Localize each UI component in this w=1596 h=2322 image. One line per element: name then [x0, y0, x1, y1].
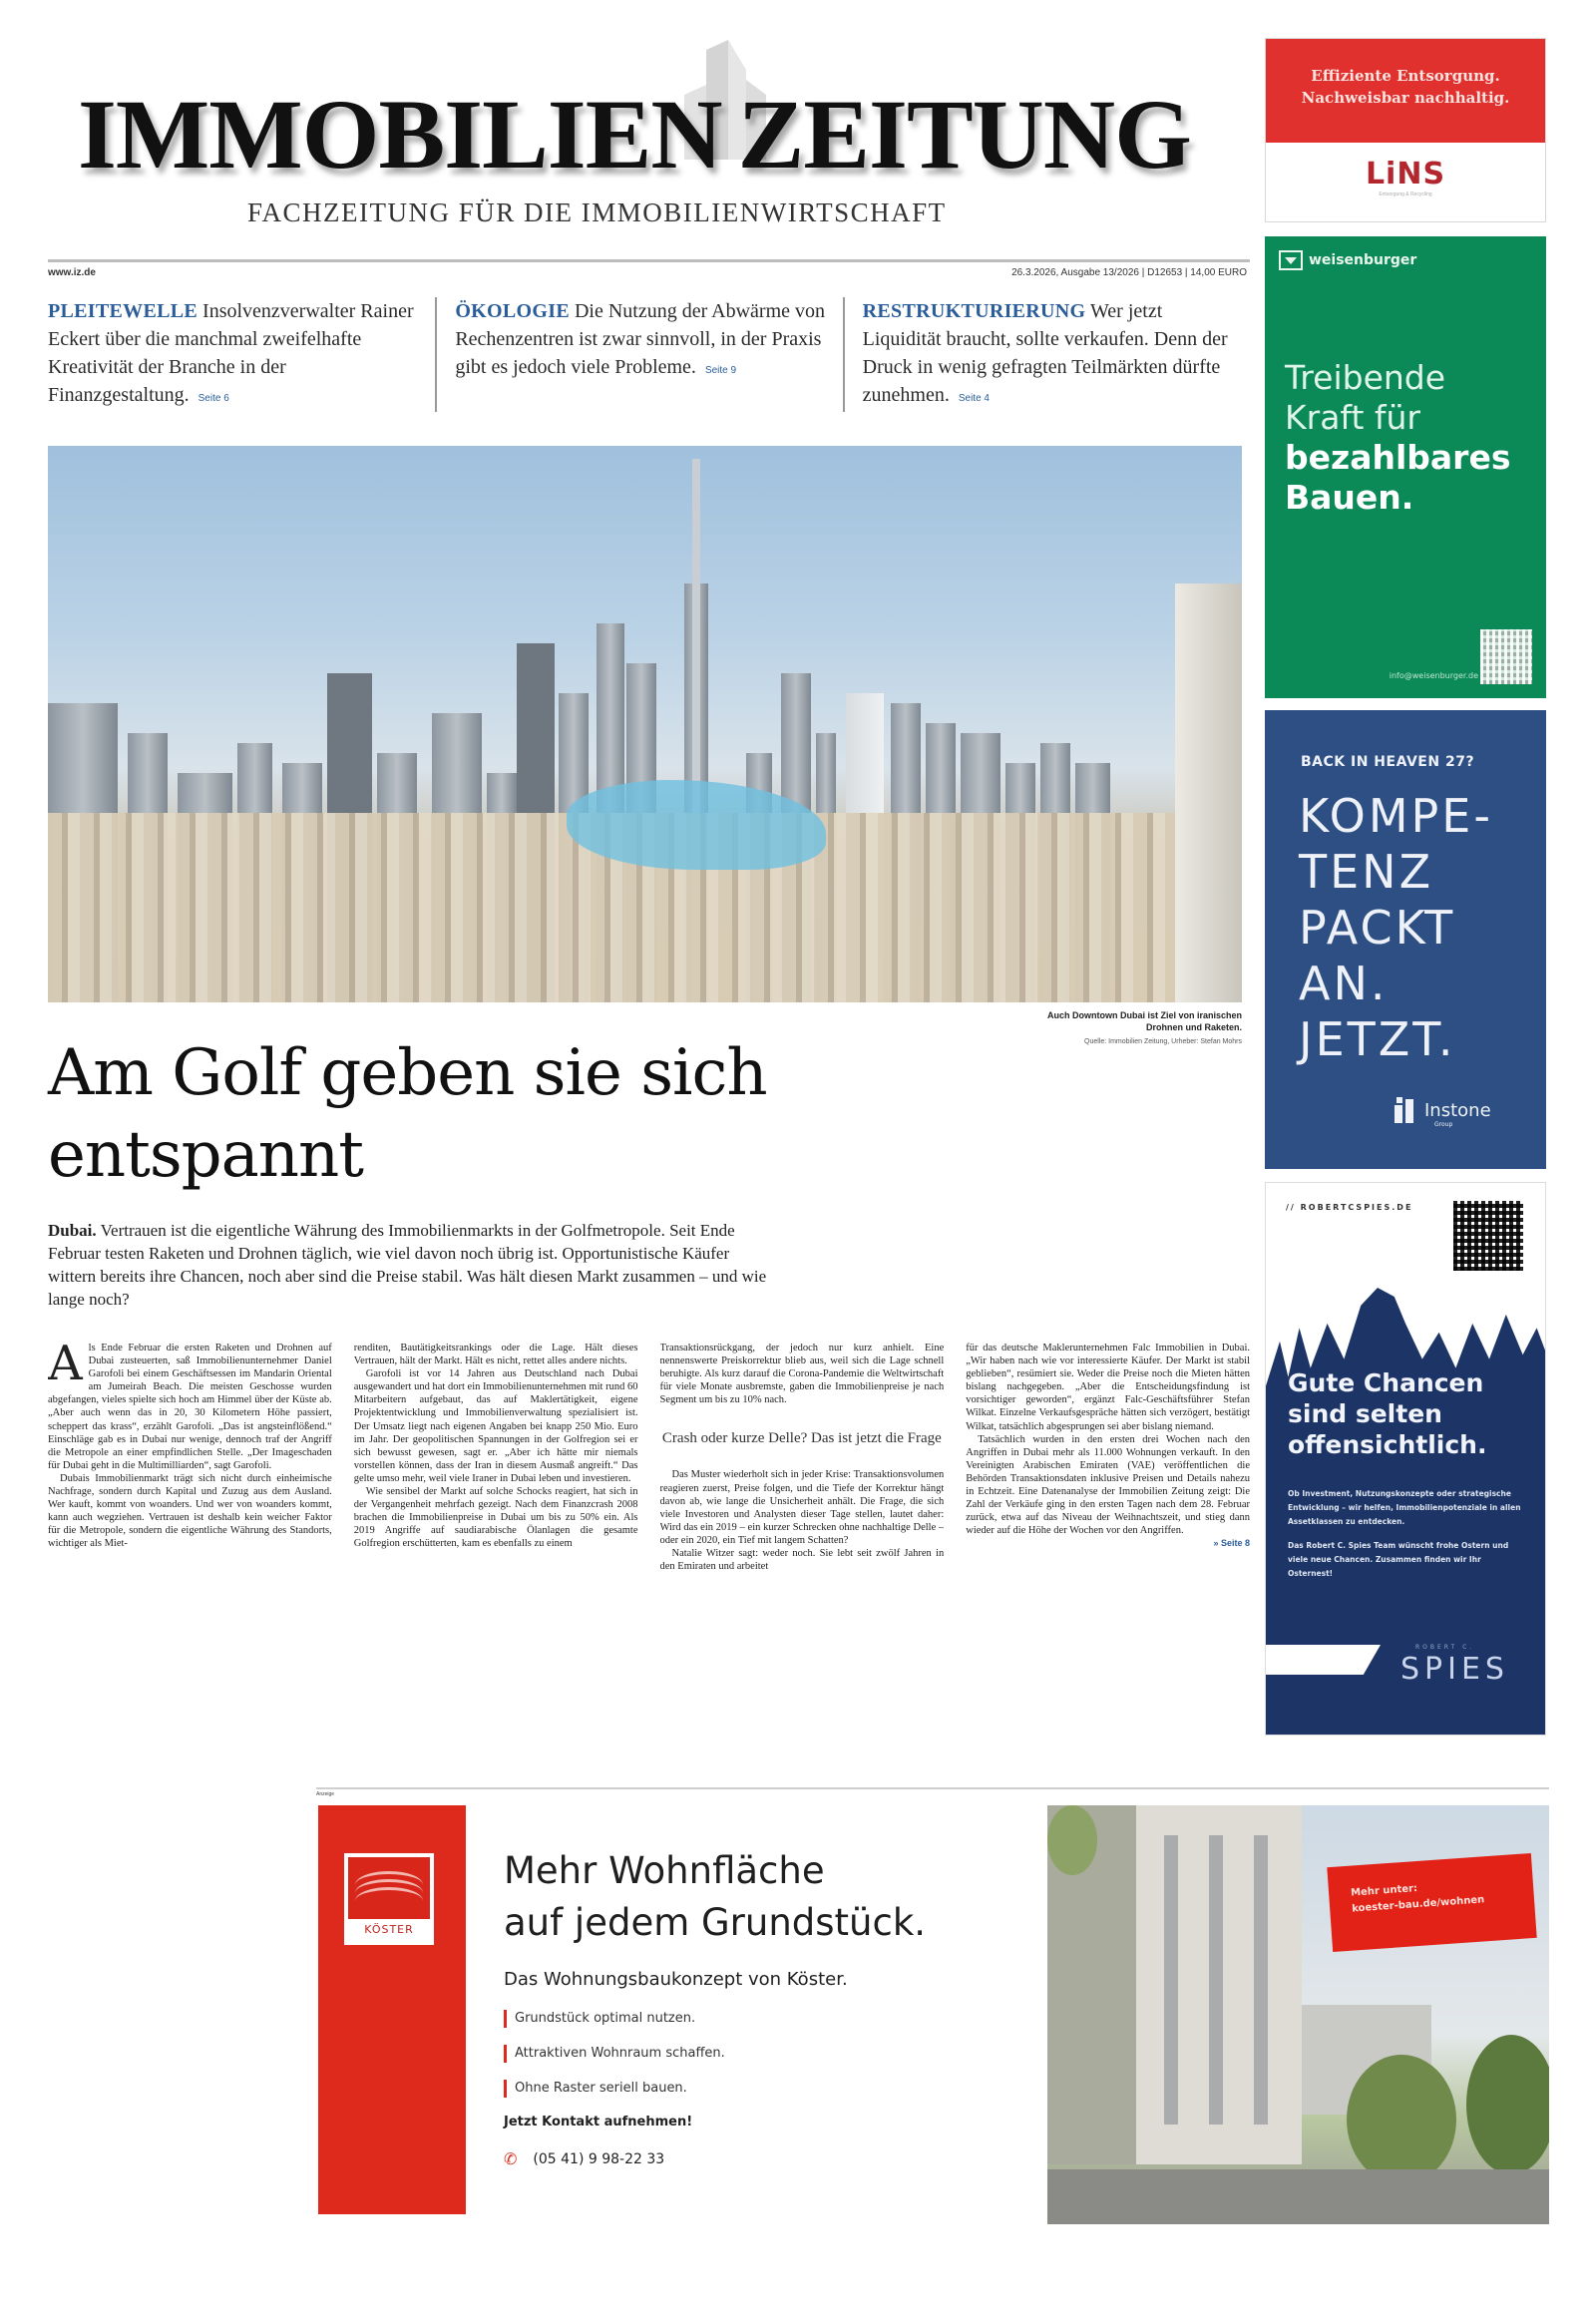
- spies-logo: SPIES: [1400, 1652, 1509, 1687]
- weisenburger-logo-icon: [1279, 250, 1303, 270]
- claim-line: Treibende: [1285, 358, 1446, 397]
- instone-kicker: BACK IN HEAVEN 27?: [1301, 754, 1475, 770]
- article-column-2: [354, 1342, 638, 1741]
- teaser-oekologie[interactable]: [435, 297, 842, 412]
- ad-weisenburger[interactable]: [1265, 236, 1546, 698]
- article-column-4: [966, 1342, 1250, 1741]
- copy-paragraph: Ob Investment, Nutzungskonzepte oder strategische Entwicklung – wir helfen, Immobilienpotenziale in allen Assetklassen zu entdecken.: [1288, 1489, 1521, 1526]
- brand-name: Instone: [1424, 1099, 1491, 1121]
- headline-line: Mehr Wohnfläche: [504, 1849, 825, 1892]
- newspaper-title[interactable]: [78, 80, 1235, 190]
- lins-logo: LiNS: [1365, 157, 1446, 192]
- slogan-line: Effiziente Entsorgung.: [1311, 67, 1500, 85]
- article-column-3: [660, 1342, 945, 1741]
- spies-url[interactable]: // ROBERTCSPIES.DE: [1286, 1203, 1413, 1212]
- article-headline[interactable]: Am Golf geben sie sich entspannt: [48, 1036, 767, 1192]
- paragraph: Transaktionsrückgang, der jedoch nur kurz anhielt. Eine nennenswerte Preiskorrektur blieb aus, weil sich die Lage schnell beruhigte. Als kurz darauf die Corona-Pandemie die Weltwirtschaft für viele Monate ausbremste, gaben die Immobilienpreise je nach Segment um bis zu 10% nach.: [659, 1343, 945, 1406]
- qr-code-icon[interactable]: [1480, 629, 1532, 684]
- lead-text: Vertrauen ist die eigentliche Währung des Immobilienmarkts in der Golfmetropole. Seit Ende Februar testen Raketen und Drohnen täglich, wie viel davon noch übrig ist. Opportunistische Käufer wittern bereits ihre Chancen, noch aber sind die Preise stabil. Was hält diesen Markt zusammen – und wie lange noch?: [48, 1221, 767, 1309]
- paragraph: ls Ende Februar die ersten Raketen und Drohnen auf Dubai zusteuerten, saß Immobilienunternehmer Daniel Garofoli bei einem Geschäftsessen im Mandarin Oriental am Jumeirah Beach. Die meisten Geschosse wurden abgefangen, vieles spielte sich hoch am Himmel über der Küste ab. „Aber auch wenn das in 20, 30 Kilometern Höhe passiert, scheppert das krass“, erzählt Garofoli. „Das ist angsteinflößend.“ Einschläge gab es in Dubai nur wenige, dennoch traf der Angriff die Metropole an einer empfindlichen Stelle. „Der Imageschaden für Dubai geht in die Multimilliarden“, sagt Garofoli.: [48, 1343, 332, 1471]
- caption-text: Auch Downtown Dubai ist Ziel von iranischen Drohnen und Raketen.: [1046, 1010, 1242, 1032]
- paragraph: für das deutsche Maklerunternehmen Falc Immobilien in Dubai. „Wir haben nach wie vor interessierte Käufer. Der Markt ist stabil geblieben“, resümiert sie. Weder die Preise noch die Mieten hätten bislang nachgegeben. „Aber die Entscheidungsfindung ist vorsichtiger geworden“, ergänzt Falc-Geschäftsführer Stefan Wilkat. Einzelne Verkaufsgespräche hätten sich verzögert, bestätigt Wilkat, tatsächlich abgesprungen sei aber bislang niemand.: [966, 1343, 1250, 1432]
- brand-name: weisenburger: [1309, 252, 1417, 268]
- headline-line: TENZ: [1299, 845, 1434, 899]
- dubai-skyline-photo[interactable]: [48, 446, 1242, 1002]
- website-link[interactable]: www.iz.de: [48, 267, 96, 278]
- ad-divider: [316, 1787, 1549, 1789]
- claim-line: offensichtlich.: [1288, 1430, 1487, 1459]
- instone-logo-icon: [1395, 1097, 1416, 1123]
- bullet-item: Grundstück optimal nutzen.: [504, 2010, 1022, 2028]
- koester-url-tag[interactable]: [1327, 1853, 1536, 1952]
- copy-paragraph: Das Robert C. Spies Team wünscht frohe Ostern und viele neue Chancen. Zusammen finden wir Ihr Osternest!: [1288, 1541, 1509, 1578]
- article-lead: [48, 1219, 776, 1311]
- koester-logo: [344, 1853, 434, 1945]
- teaser-strip: [48, 297, 1250, 412]
- tag-line: Mehr unter:: [1350, 1882, 1418, 1899]
- bullet-item: Attraktiven Wohnraum schaffen.: [504, 2045, 1022, 2063]
- photo-credit: Quelle: Immobilien Zeitung, Urheber: Stefan Mohrs: [1084, 1038, 1242, 1045]
- bullet-item: Ohne Raster seriell bauen.: [504, 2080, 1022, 2098]
- lins-logo-sub: Entsorgung & Recycling: [1379, 192, 1432, 197]
- paragraph: Dubais Immobilienmarkt trägt sich nicht durch einheimische Nachfrage, sondern durch Kapital und Zuzug aus dem Ausland. Wer kauft, kommt von woanders. Und wer von woanders kommt, kann auch wegziehen. Vertrauen ist deshalb kein weicher Faktor für die Metropole, sondern die eigentliche Währung des Standorts, wichtiger als Miet-: [48, 1472, 332, 1550]
- article-subhead: Crash oder kurze Delle? Das ist jetzt die Frage: [661, 1430, 942, 1447]
- paragraph: Natalie Witzer sagt: weder noch. Sie lebt seit zwölf Jahren in den Emiraten und arbeitet: [659, 1548, 945, 1573]
- koester-bullets: [504, 2010, 1022, 2098]
- teaser-page-link[interactable]: Seite 4: [958, 393, 990, 404]
- continued-link[interactable]: » Seite 8: [1213, 1538, 1250, 1549]
- claim-line: bezahlbares: [1285, 438, 1511, 477]
- claim-line: Gute Chancen: [1288, 1368, 1484, 1397]
- brand-sub: Group: [1434, 1121, 1453, 1128]
- instone-logo: [1395, 1097, 1491, 1123]
- logo-text: KÖSTER: [364, 1923, 414, 1936]
- masthead-divider: [48, 259, 1250, 262]
- instone-headline: [1299, 788, 1493, 1067]
- headline-line: AN.: [1299, 957, 1389, 1010]
- article-column-1: [48, 1342, 332, 1741]
- teaser-text: Die Nutzung der Abwärme von Rechenzentren ist zwar sinnvoll, in der Praxis gibt es jedoch viele Probleme.: [455, 300, 826, 378]
- claim-line: Kraft für: [1285, 398, 1420, 437]
- tag-line: koester-bau.de/wohnen: [1351, 1894, 1485, 1915]
- ad-lins[interactable]: [1265, 38, 1546, 222]
- photo-caption: [1022, 1009, 1242, 1048]
- koester-subline: Das Wohnungsbaukonzept von Köster.: [504, 1969, 848, 1990]
- paragraph: Das Muster wiederholt sich in jeder Krise: Transaktionsvolumen reagieren zuerst, Preise folgen, und die Tiefe der Korrektur hängt davon ab, wie lange die Unsicherheit anhält. Die Frage, die sich viele Investoren und Analysten dieser Tage stellen, lautet daher: Wird das ein 2019 – ein kurzer Schrecken ohne nachhaltige Delle – oder ein 2020, ein Tief mit langem Schatten?: [659, 1469, 945, 1546]
- koester-brand-bar[interactable]: [318, 1805, 466, 2214]
- paragraph: renditen, Bautätigkeitsrankings oder die Lage. Hält dieses Vertrauen, hält der Markt. Hält es nicht, rettet alles andere nichts.: [353, 1343, 638, 1367]
- qr-code-icon[interactable]: [1453, 1201, 1523, 1271]
- ad-instone[interactable]: [1265, 710, 1546, 1169]
- paragraph: Tatsächlich wurden in den ersten drei Wochen nach den Angriffen in Dubai mehr als 11.000 Wohnungen verkauft. In den Vereinigten Arabischen Emiraten (VAE) veröffentlichen die Behörden Transaktionsdaten inklusive Preisen und Details nahezu in Echtzeit. Eine Datenanalyse der Immobilien Zeitung zeigt: Die Zahl der Verkäufe ging in den ersten Tagen nach dem 28. Februar zurück, etwa auf das Niveau der Weihnachtszeit, und stieg dann wieder auf die Höhe der Wochen vor den Angriffen.: [966, 1433, 1250, 1537]
- koester-phone[interactable]: [504, 2149, 1022, 2168]
- ad-label: Anzeige: [316, 1791, 335, 1797]
- phone-icon: ✆: [504, 2149, 518, 2168]
- issue-info: 26.3.2026, Ausgabe 13/2026 | D12653 | 14,00 EURO: [1011, 267, 1247, 278]
- koester-logo-icon: [348, 1857, 430, 1919]
- slash-graphic: [1266, 1645, 1381, 1675]
- ad-robert-c-spies[interactable]: [1265, 1182, 1546, 1736]
- koester-cta: Jetzt Kontakt aufnehmen!: [504, 2115, 693, 2129]
- spies-claim: [1288, 1367, 1486, 1460]
- teaser-page-link[interactable]: Seite 6: [198, 393, 229, 404]
- spies-copy: [1288, 1487, 1527, 1581]
- article-body: [48, 1342, 1250, 1741]
- claim-line: sind selten: [1288, 1399, 1442, 1428]
- dropcap: A: [48, 1342, 83, 1391]
- headline-line: PACKT: [1299, 901, 1456, 955]
- koester-ad-copy[interactable]: [504, 1845, 1022, 2168]
- teaser-restrukturierung[interactable]: [843, 297, 1250, 412]
- teaser-pleitewelle[interactable]: [48, 297, 435, 412]
- headline-line: JETZT.: [1299, 1012, 1456, 1066]
- koester-headline: [504, 1845, 1022, 1949]
- weisenburger-claim: [1285, 358, 1510, 518]
- teaser-kicker: PLEITEWELLE: [48, 300, 199, 322]
- teaser-page-link[interactable]: Seite 9: [704, 365, 737, 376]
- weisenburger-logo: [1279, 250, 1416, 270]
- title-part-immobilien: IMMOBILIEN: [78, 79, 722, 190]
- claim-line: Bauen.: [1285, 478, 1414, 517]
- brand-pre: ROBERT C.: [1415, 1644, 1475, 1651]
- lins-slogan: [1266, 39, 1545, 143]
- phone-number: (05 41) 9 98-22 33: [533, 2150, 665, 2167]
- teaser-text: Insolvenzverwalter Rainer Eckert über die manchmal zweifelhafte Kreativität der Branche in der Finanzgestaltung.: [48, 300, 414, 406]
- koester-building-photo[interactable]: [1047, 1805, 1549, 2224]
- slogan-line: Nachweisbar nachhaltig.: [1301, 89, 1510, 107]
- title-part-zeitung: ZEITUNG: [737, 79, 1191, 190]
- paragraph: Wie sensibel der Markt auf solche Schocks reagiert, hat sich in der Vergangenheit mehrfach gezeigt. Nach dem Finanzcrash 2008 brachen die Immobilienpreise in Dubai um bis zu 50% ein. Als 2019 Angriffe auf saudiarabische Ölanlagen die gesamte Golfregion erschütterten, kam es ebenfalls zu einem: [353, 1486, 638, 1550]
- paragraph: Garofoli ist vor 14 Jahren aus Deutschland nach Dubai ausgewandert und hat dort ein Immobilienunternehmen mit rund 60 Mitarbeitern aufgebaut, das auf Maklertätigkeit, eigene Projektentwicklung und Immobilienverwaltung spezialisiert ist. Der Umsatz liegt nach eigenen Angaben bei knapp 250 Mio. Euro im Jahr. Der geopolitischen Spannungen in der Golfregion sei er sich bewusst gewesen, sagt er. „Aber ich hätte mir niemals vorstellen können, dass der Iran in diesem Ausmaß angreift.“ Das gelte umso mehr, weil viele Iraner in Dubai leben und investieren.: [353, 1368, 638, 1484]
- masthead: [48, 40, 1250, 227]
- headline-line: KOMPE-: [1299, 789, 1493, 843]
- newspaper-subtitle: FACHZEITUNG FÜR DIE IMMOBILIENWIRTSCHAFT: [247, 197, 947, 227]
- weisenburger-email[interactable]: info@weisenburger.de: [1389, 671, 1478, 680]
- teaser-kicker: RESTRUKTURIERUNG: [862, 300, 1086, 322]
- lead-dateline: Dubai.: [48, 1221, 97, 1240]
- headline-line: auf jedem Grundstück.: [504, 1901, 927, 1944]
- teaser-kicker: ÖKOLOGIE: [455, 300, 570, 322]
- teaser-text: Wer jetzt Liquidität braucht, sollte verkaufen. Denn der Druck in wenig gefragten Teilmärkten dürfte zunehmen.: [862, 300, 1228, 406]
